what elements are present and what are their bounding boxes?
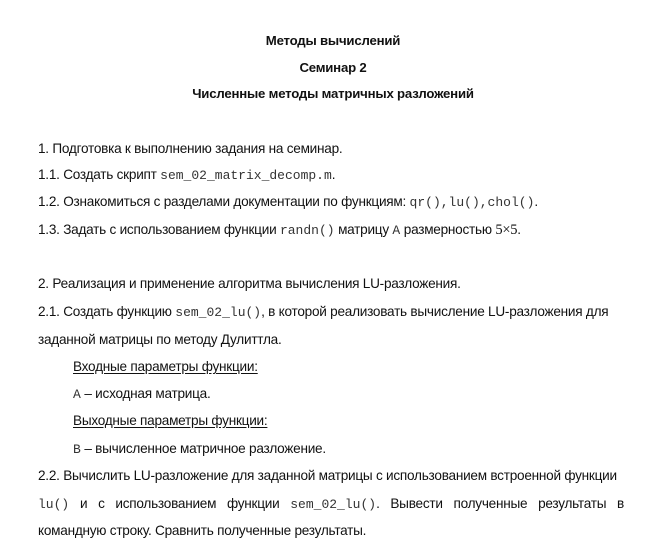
output-b-code: B — [73, 442, 81, 457]
course-title: Методы вычислений — [265, 33, 401, 48]
lu-function-name: sem_02_lu() — [175, 305, 262, 320]
item-1-1 — [38, 167, 335, 183]
item-2-2-suffix: . Вывести полученные результаты в — [376, 496, 624, 511]
output-b — [73, 441, 326, 457]
script-filename: sem_02_matrix_decomp.m — [160, 168, 332, 183]
item-2-2-line1: 2.2. Вычислить LU-разложение для заданной матрицы с использованием встроенной функции — [38, 468, 617, 483]
seminar-title: Семинар 2 — [299, 60, 367, 75]
item-2-2-line2 — [38, 496, 624, 512]
item-1-3-suffix: размерностью — [400, 222, 496, 237]
item-1-2 — [38, 194, 538, 210]
sem-lu-function: sem_02_lu() — [290, 497, 377, 512]
matrix-size: 5×5 — [495, 222, 518, 238]
item-2-1 — [38, 304, 608, 320]
randn-function: randn() — [279, 223, 335, 238]
section2-title: 2. Реализация и применение алгоритма вычисления LU-разложения. — [38, 276, 461, 291]
input-a-code: A — [73, 387, 81, 402]
item-2-1-line2: заданной матрицы по методу Дулиттла. — [38, 332, 282, 347]
item-1-2-prefix: 1.2. Ознакомиться с разделами документации по функциям: — [38, 194, 410, 209]
item-1-2-suffix: . — [534, 194, 538, 209]
input-a — [73, 386, 210, 402]
item-1-3-middle: матрицу — [334, 222, 393, 237]
section1-title: 1. Подготовка к выполнению задания на семинар. — [38, 141, 343, 156]
matrix-a: A — [392, 223, 401, 238]
item-1-3-end: . — [517, 222, 521, 237]
lu-builtin: lu() — [38, 497, 70, 512]
item-1-1-suffix: . — [331, 167, 336, 182]
item-1-1-prefix: 1.1. Создать скрипт — [38, 167, 161, 182]
item-2-2-middle: и с использованием функции — [69, 496, 291, 511]
item-1-3 — [38, 222, 521, 239]
outputs-header: Выходные параметры функции: — [73, 413, 268, 428]
item-1-3-prefix: 1.3. Задать с использованием функции — [38, 222, 280, 237]
topic-title: Численные методы матричных разложений — [192, 86, 474, 101]
item-2-1-suffix: , в которой реализовать вычисление LU-разложения для — [261, 304, 609, 319]
item-2-1-prefix: 2.1. Создать функцию — [38, 304, 176, 319]
inputs-header: Входные параметры функции: — [73, 359, 258, 374]
function-list: qr(),lu(),chol() — [409, 195, 535, 210]
item-2-2-line3: командную строку. Сравнить полученные результаты. — [38, 523, 367, 538]
input-a-text: – исходная матрица. — [80, 386, 211, 401]
output-b-text: – вычисленное матричное разложение. — [80, 441, 326, 456]
